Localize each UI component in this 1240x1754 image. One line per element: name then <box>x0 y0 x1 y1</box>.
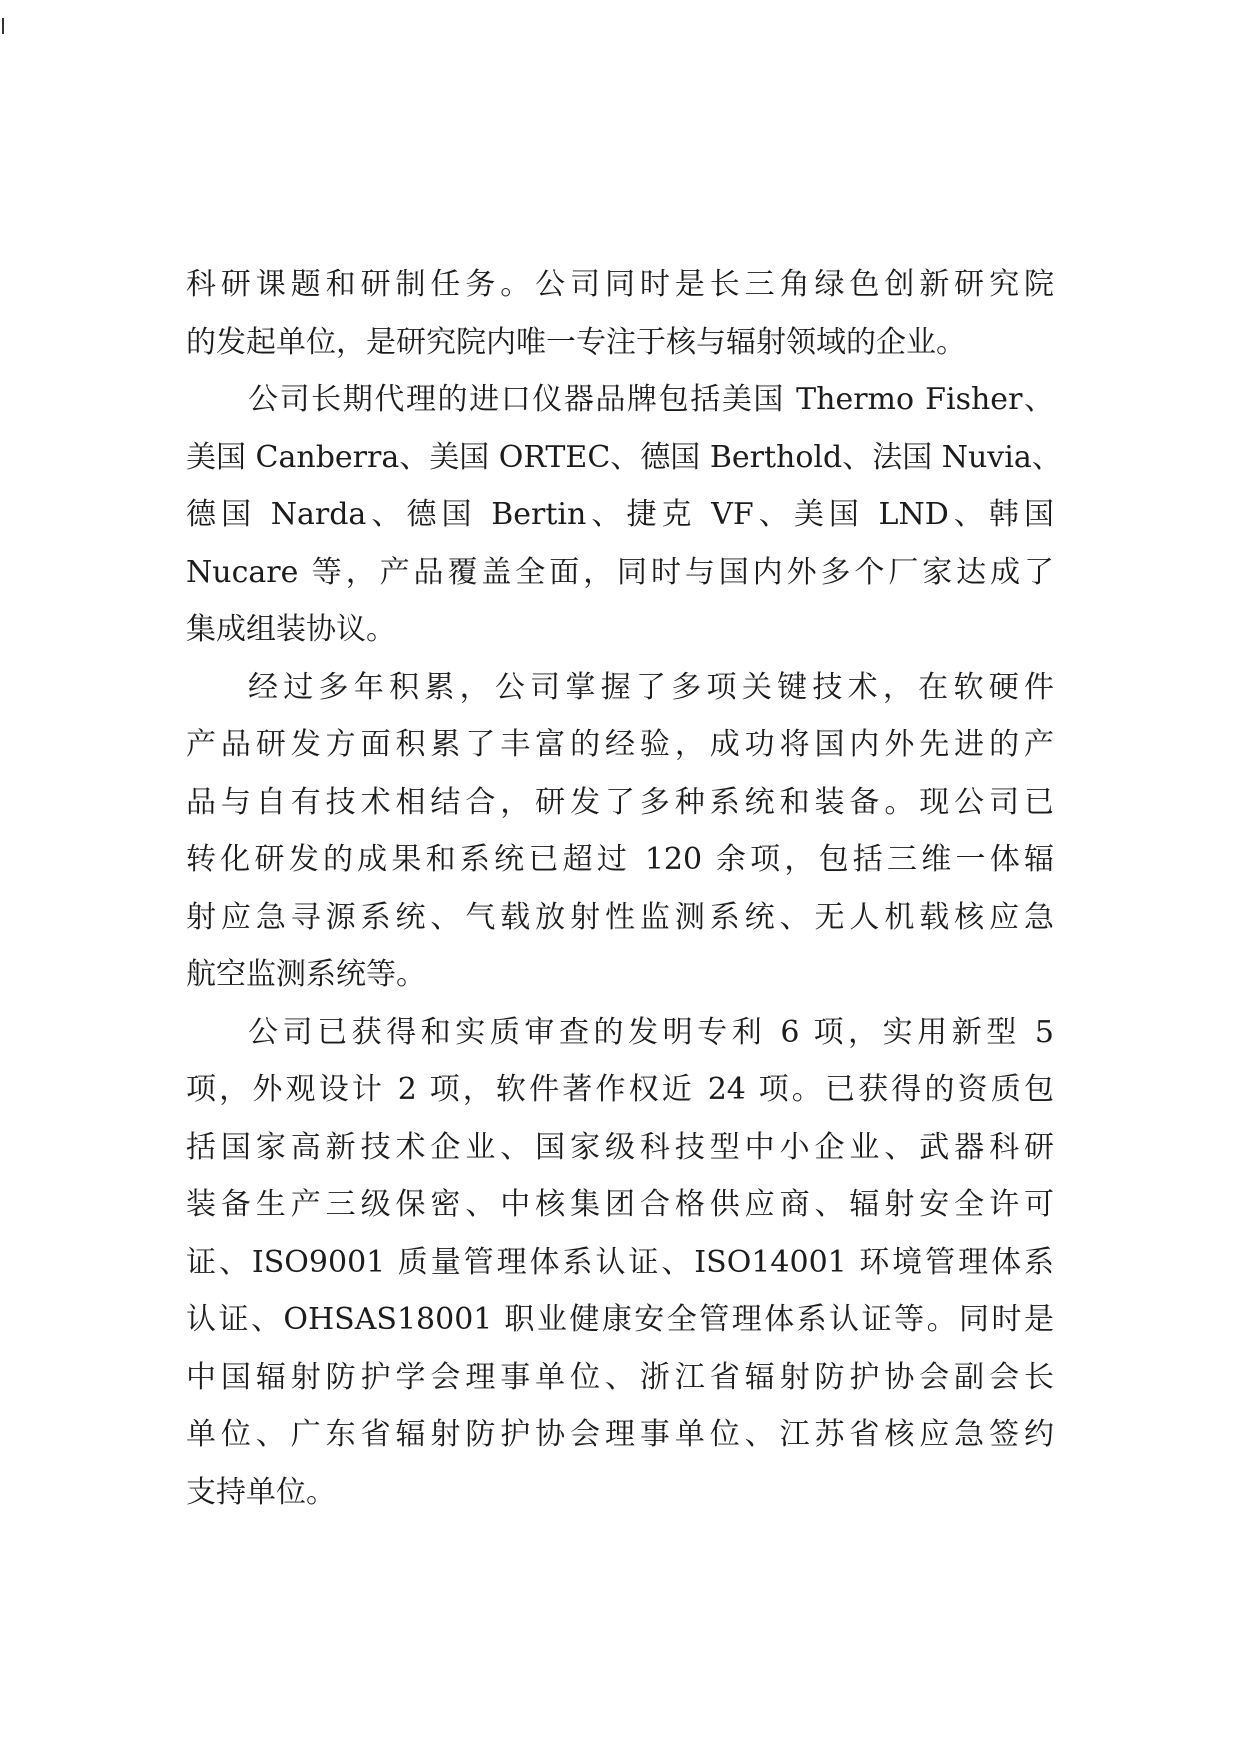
text-line: 射应急寻源系统、气载放射性监测系统、无人机载核应急 <box>186 899 1054 935</box>
text-line: 的发起单位，是研究院内唯一专注于核与辐射领域的企业。 <box>186 324 966 360</box>
text-line: 经过多年积累，公司掌握了多项关键技术，在软硬件 <box>248 669 1054 705</box>
scan-edge-mark <box>2 18 4 34</box>
text-line: 支持单位。 <box>186 1474 336 1510</box>
text-line: 项，外观设计 2 项，软件著作权近 24 项。已获得的资质包 <box>186 1072 1054 1107</box>
text-line: 科研课题和研制任务。公司同时是长三角绿色创新研究院 <box>186 267 1054 302</box>
text-line: 转化研发的成果和系统已超过 120 余项，包括三维一体辐 <box>186 842 1054 877</box>
text-line: 德国 Narda、德国 Bertin、捷克 VF、美国 LND、韩国 <box>186 497 1054 532</box>
text-line: 认证、OHSAS18001 职业健康安全管理体系认证等。同时是 <box>186 1302 1054 1337</box>
text-line: 美国 Canberra、美国 ORTEC、德国 Berthold、法国 Nuvia、 <box>186 439 1062 475</box>
text-line: 中国辐射防护学会理事单位、浙江省辐射防护协会副会长 <box>186 1359 1054 1395</box>
text-line: 品与自有技术相结合，研发了多种系统和装备。现公司已 <box>186 784 1054 820</box>
text-line: 集成组装协议。 <box>186 612 396 647</box>
document-body <box>186 256 1062 1521</box>
text-line: Nucare 等，产品覆盖全面，同时与国内外多个厂家达成了 <box>186 554 1054 590</box>
text-line: 公司长期代理的进口仪器品牌包括美国 Thermo Fisher、 <box>248 382 1054 417</box>
text-line: 单位、广东省辐射防护协会理事单位、江苏省核应急签约 <box>186 1417 1054 1452</box>
text-line: 括国家高新技术企业、国家级科技型中小企业、武器科研 <box>186 1129 1054 1165</box>
text-line: 航空监测系统等。 <box>186 957 426 992</box>
text-line: 公司已获得和实质审查的发明专利 6 项，实用新型 5 <box>248 1014 1054 1050</box>
text-line: 装备生产三级保密、中核集团合格供应商、辐射安全许可 <box>186 1187 1054 1222</box>
text-line: 产品研发方面积累了丰富的经验，成功将国内外先进的产 <box>186 727 1054 762</box>
text-line: 证、ISO9001 质量管理体系认证、ISO14001 环境管理体系 <box>186 1244 1054 1280</box>
